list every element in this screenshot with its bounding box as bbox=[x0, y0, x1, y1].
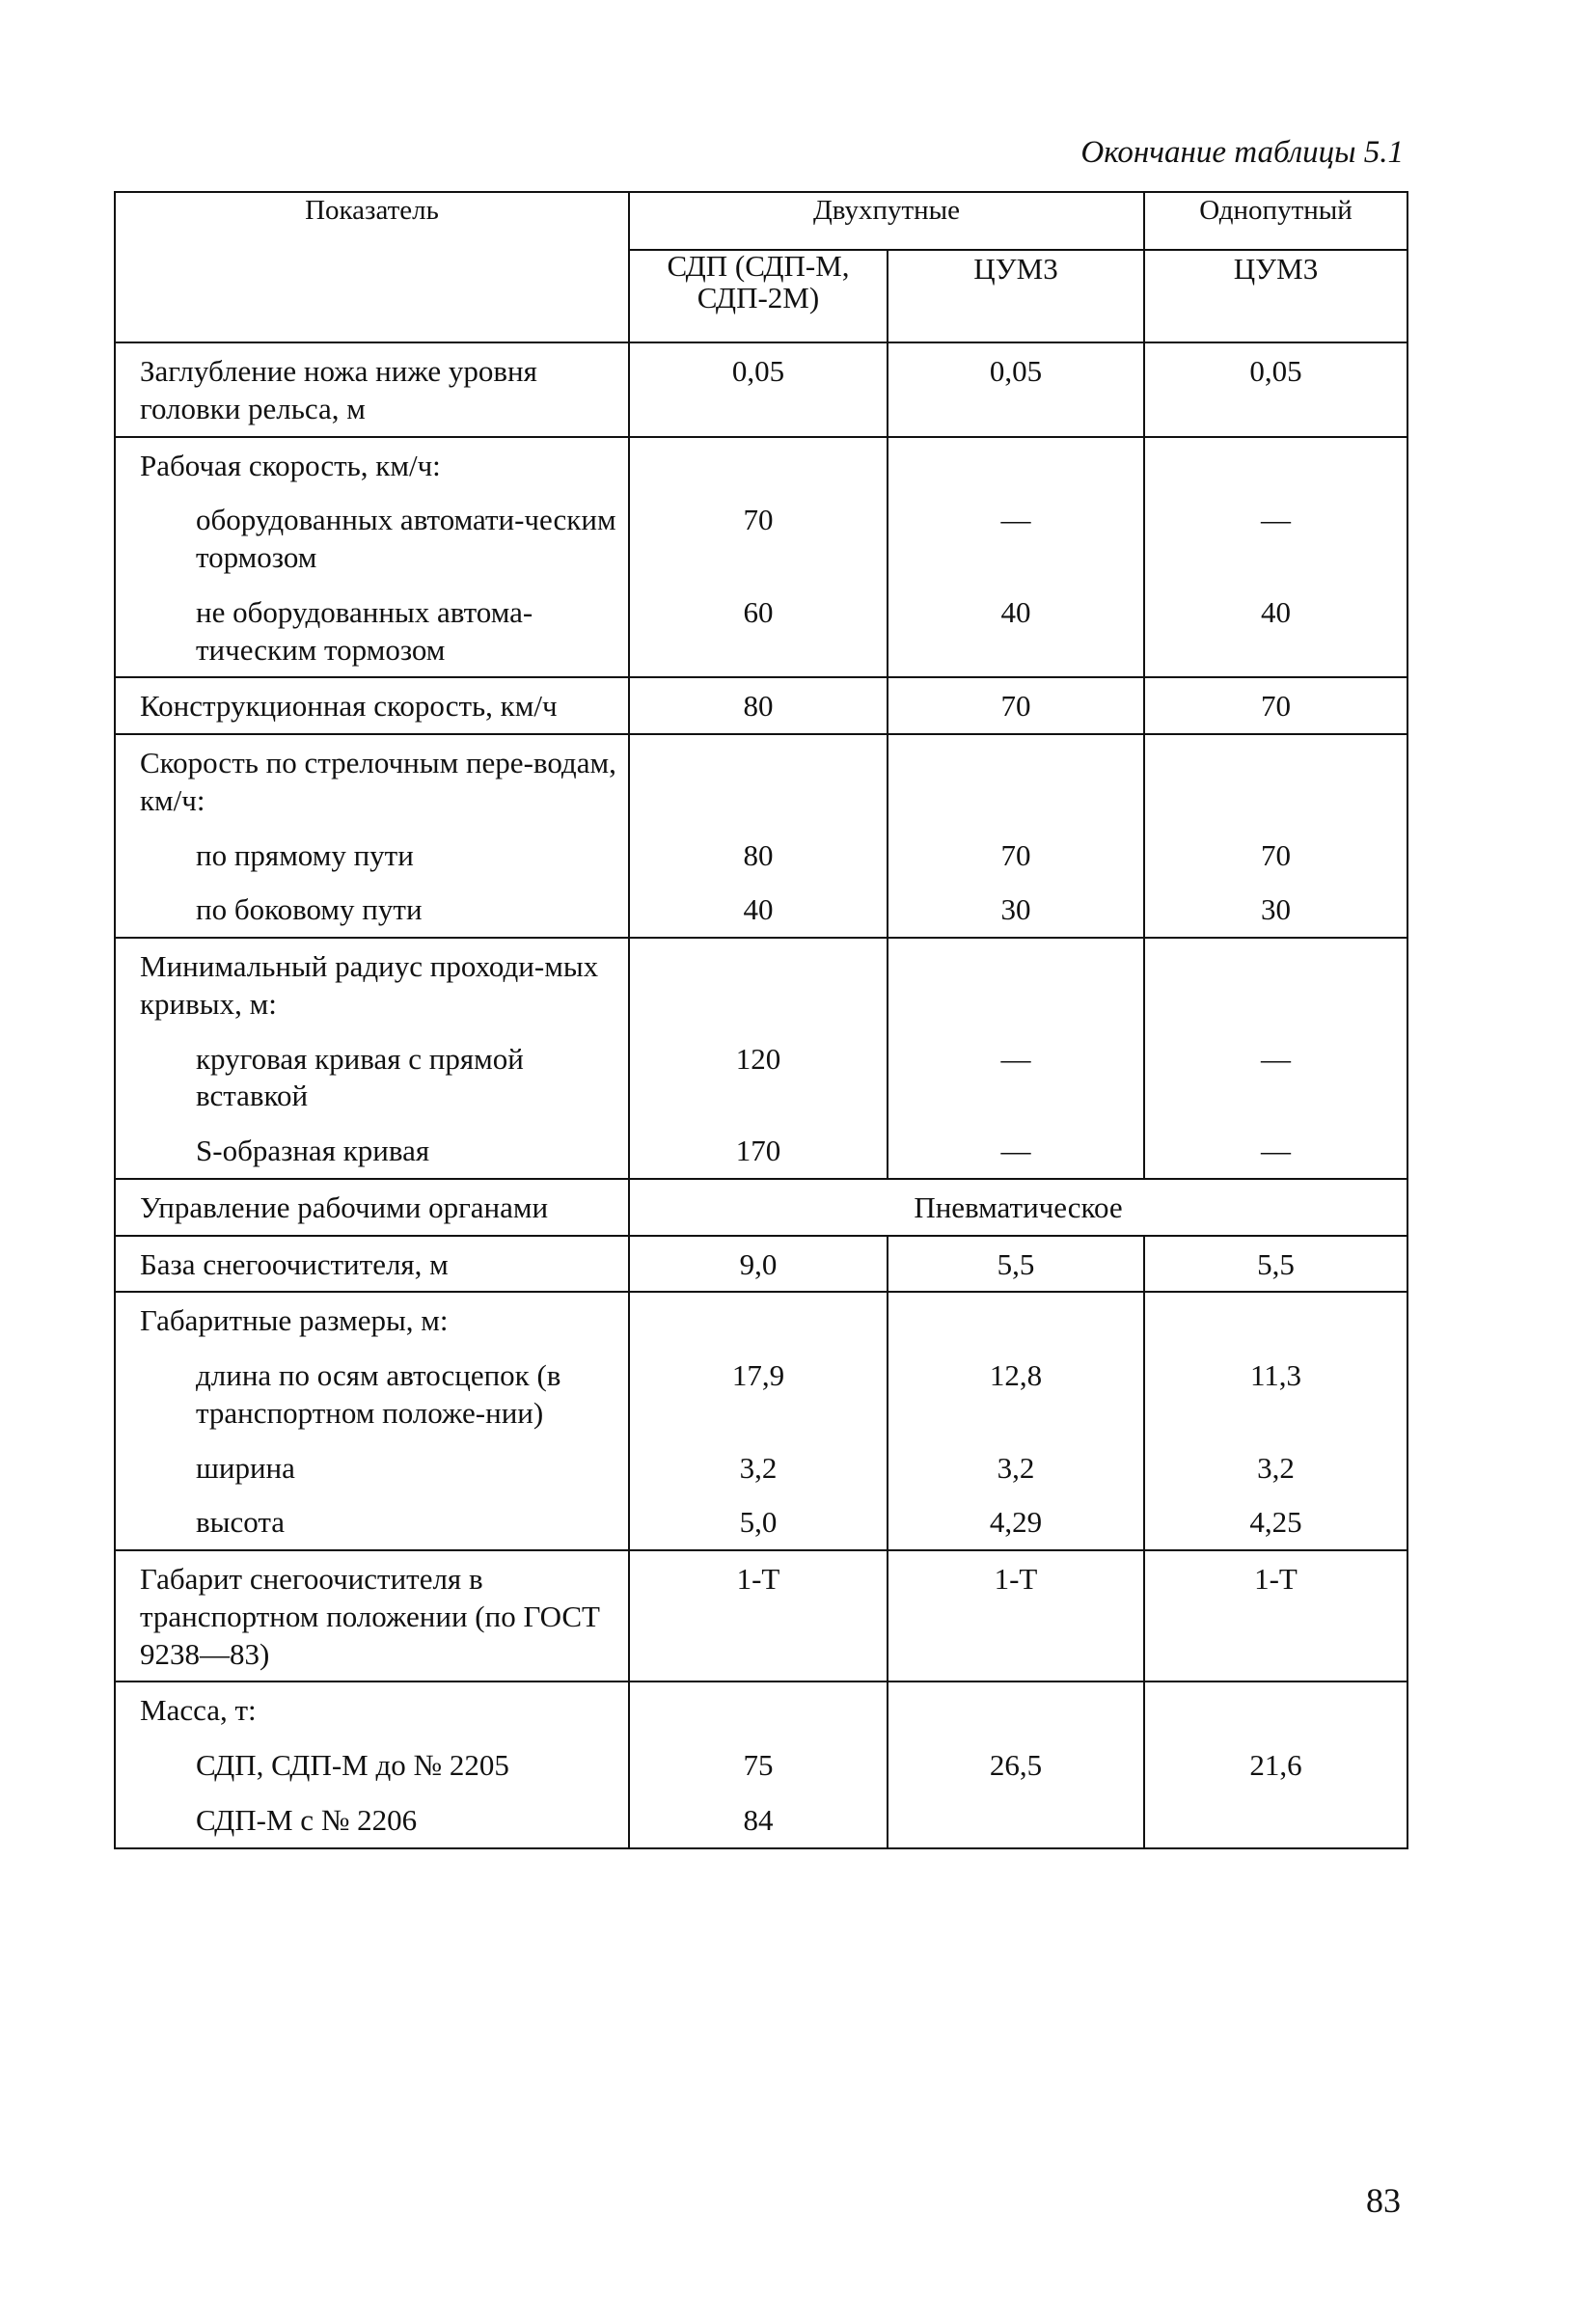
row-value: 70 bbox=[1000, 837, 1031, 872]
row-sublabel: СДП, СДП-М до № 2205 bbox=[196, 1748, 509, 1782]
row-label: Габаритные размеры, м: bbox=[140, 1303, 449, 1338]
row-sublabel: оборудованных автомати-ческим тормозом bbox=[196, 503, 616, 574]
row-value bbox=[888, 735, 1143, 828]
row-value: 3,2 bbox=[739, 1450, 778, 1485]
row-value: — bbox=[1000, 503, 1031, 537]
row-label-cell bbox=[115, 1236, 629, 1293]
value-cell-v3 bbox=[1144, 437, 1407, 678]
row-sublabel: высота bbox=[196, 1505, 286, 1540]
row-value: — bbox=[1261, 1041, 1291, 1076]
row-value: 30 bbox=[1000, 892, 1031, 927]
row-value: 40 bbox=[743, 892, 774, 927]
row-value bbox=[888, 1792, 1143, 1847]
row-value: 3,2 bbox=[997, 1450, 1035, 1485]
row-value: 70 bbox=[1000, 689, 1031, 724]
row-value: 9,0 bbox=[739, 1246, 778, 1281]
row-value: 75 bbox=[743, 1748, 774, 1782]
value-cell-v3 bbox=[1144, 1681, 1407, 1847]
row-value bbox=[630, 1682, 887, 1737]
value-cell-v1 bbox=[629, 734, 888, 938]
row-value bbox=[1145, 438, 1407, 493]
value-cell-v1 bbox=[629, 342, 888, 437]
row-value bbox=[1145, 1682, 1407, 1737]
row-value: 80 bbox=[743, 689, 774, 724]
row-label: База снегоочистителя, м bbox=[140, 1246, 449, 1281]
row-value: 84 bbox=[743, 1802, 774, 1837]
row-value: 1-Т bbox=[994, 1562, 1038, 1596]
row-value bbox=[630, 438, 887, 493]
value-cell-v1 bbox=[629, 1550, 888, 1681]
row-sublabel: не оборудованных автома-тическим тормозом bbox=[196, 594, 533, 667]
table-row bbox=[115, 1292, 1407, 1550]
row-value bbox=[888, 1293, 1143, 1348]
row-label-cell bbox=[115, 734, 629, 938]
value-cell-v2 bbox=[888, 437, 1144, 678]
table-row bbox=[115, 1236, 1407, 1293]
row-label-cell bbox=[115, 437, 629, 678]
row-label-cell bbox=[115, 342, 629, 437]
row-value: 30 bbox=[1261, 892, 1291, 927]
row-value: 5,0 bbox=[739, 1505, 778, 1540]
row-value: 17,9 bbox=[731, 1358, 785, 1392]
row-value: 4,25 bbox=[1249, 1505, 1302, 1540]
value-cell-v2 bbox=[888, 342, 1144, 437]
spec-table bbox=[114, 191, 1408, 1849]
row-label: Масса, т: bbox=[140, 1693, 257, 1728]
value-cell-v3 bbox=[1144, 1236, 1407, 1293]
row-sublabel: ширина bbox=[196, 1450, 295, 1485]
row-value: — bbox=[1261, 1134, 1291, 1167]
table-row bbox=[115, 677, 1407, 734]
row-value bbox=[888, 1682, 1143, 1737]
header-row-top bbox=[115, 192, 1407, 250]
row-label: Рабочая скорость, км/ч: bbox=[140, 448, 441, 482]
row-value: 120 bbox=[735, 1041, 781, 1076]
row-sublabel: по боковому пути bbox=[196, 892, 423, 927]
row-value: 70 bbox=[1261, 837, 1291, 872]
row-label: Управление рабочими органами bbox=[140, 1189, 549, 1224]
row-sublabel: СДП-М с № 2206 bbox=[196, 1802, 418, 1837]
row-value: 1-Т bbox=[1254, 1562, 1298, 1596]
row-value bbox=[630, 735, 887, 828]
value-cell-v1 bbox=[629, 938, 888, 1179]
header-col-cum3-double: ЦУМ3 bbox=[888, 250, 1144, 342]
row-value: — bbox=[1000, 1041, 1031, 1076]
header-double-track: Двухпутные bbox=[629, 192, 1144, 250]
table-row bbox=[115, 938, 1407, 1179]
row-value: 40 bbox=[1000, 594, 1031, 629]
row-value: 5,5 bbox=[997, 1246, 1035, 1281]
row-sublabel: длина по осям автосцепок (в транспортном положе-нии) bbox=[196, 1358, 561, 1430]
row-value: 4,29 bbox=[989, 1505, 1043, 1540]
table-caption: Окончание таблицы 5.1 bbox=[1080, 135, 1404, 170]
row-label: Заглубление ножа ниже уровня головки рельса, м bbox=[140, 354, 537, 425]
merged-value-cell bbox=[629, 1179, 1407, 1236]
header-col-sdp: СДП (СДП-М, СДП-2М) bbox=[629, 250, 888, 342]
row-value: 40 bbox=[1261, 594, 1291, 629]
row-value: 170 bbox=[735, 1134, 781, 1167]
row-value: 21,6 bbox=[1249, 1748, 1302, 1782]
row-label-cell bbox=[115, 1681, 629, 1847]
value-cell-v3 bbox=[1144, 1292, 1407, 1550]
row-value bbox=[1145, 1792, 1407, 1847]
row-label: Габарит снегоочистителя в транспортном положении (по ГОСТ 9238—83) bbox=[140, 1562, 600, 1671]
table-row-merged bbox=[115, 1179, 1407, 1236]
table-row bbox=[115, 1681, 1407, 1847]
header-single-track: Однопутный bbox=[1144, 192, 1407, 250]
row-sublabel: S-образная кривая bbox=[196, 1134, 430, 1167]
row-value: — bbox=[1000, 1134, 1031, 1167]
header-indicator: Показатель bbox=[115, 192, 629, 342]
row-label-cell bbox=[115, 1292, 629, 1550]
row-label-cell bbox=[115, 677, 629, 734]
row-label-cell bbox=[115, 1179, 629, 1236]
row-value: 0,05 bbox=[1249, 354, 1302, 388]
value-cell-v3 bbox=[1144, 938, 1407, 1179]
row-value: 70 bbox=[743, 503, 774, 537]
value-cell-v2 bbox=[888, 1550, 1144, 1681]
row-label-cell bbox=[115, 1550, 629, 1681]
value-cell-v3 bbox=[1144, 677, 1407, 734]
row-sublabel: по прямому пути bbox=[196, 837, 414, 872]
value-cell-v1 bbox=[629, 1681, 888, 1847]
row-value bbox=[888, 939, 1143, 1031]
row-value: 3,2 bbox=[1257, 1450, 1295, 1485]
table-row bbox=[115, 342, 1407, 437]
row-value bbox=[1145, 735, 1407, 828]
value-cell-v2 bbox=[888, 1236, 1144, 1293]
page-number: 83 bbox=[1366, 2181, 1401, 2220]
row-sublabel: круговая кривая с прямой вставкой bbox=[196, 1041, 524, 1113]
value-cell-v2 bbox=[888, 938, 1144, 1179]
row-value bbox=[630, 1293, 887, 1348]
row-value: 60 bbox=[743, 594, 774, 629]
table-row bbox=[115, 1550, 1407, 1681]
row-value bbox=[888, 438, 1143, 493]
table-row bbox=[115, 734, 1407, 938]
row-label: Скорость по стрелочным пере-водам, км/ч: bbox=[140, 746, 616, 817]
merged-value: Пневматическое bbox=[914, 1189, 1123, 1224]
value-cell-v3 bbox=[1144, 1550, 1407, 1681]
row-value: 11,3 bbox=[1249, 1358, 1302, 1392]
row-value: 1-Т bbox=[736, 1562, 780, 1596]
value-cell-v2 bbox=[888, 1681, 1144, 1847]
row-value: 12,8 bbox=[989, 1358, 1043, 1392]
row-value: 80 bbox=[743, 837, 774, 872]
value-cell-v3 bbox=[1144, 342, 1407, 437]
value-cell-v2 bbox=[888, 1292, 1144, 1550]
row-value: — bbox=[1261, 503, 1291, 537]
value-cell-v1 bbox=[629, 437, 888, 678]
row-value bbox=[630, 939, 887, 1031]
row-value bbox=[1145, 1293, 1407, 1348]
row-label: Минимальный радиус проходи-мых кривых, м: bbox=[140, 949, 599, 1021]
value-cell-v1 bbox=[629, 1236, 888, 1293]
row-label-cell bbox=[115, 938, 629, 1179]
value-cell-v1 bbox=[629, 1292, 888, 1550]
row-value bbox=[1145, 939, 1407, 1031]
value-cell-v2 bbox=[888, 734, 1144, 938]
row-value: 5,5 bbox=[1257, 1246, 1295, 1281]
row-value: 0,05 bbox=[989, 354, 1043, 388]
value-cell-v1 bbox=[629, 677, 888, 734]
row-value: 70 bbox=[1261, 689, 1291, 724]
value-cell-v3 bbox=[1144, 734, 1407, 938]
row-value: 0,05 bbox=[731, 354, 785, 388]
value-cell-v2 bbox=[888, 677, 1144, 734]
header-col-cum3-single: ЦУМ3 bbox=[1144, 250, 1407, 342]
row-label: Конструкционная скорость, км/ч bbox=[140, 689, 558, 724]
table-row bbox=[115, 437, 1407, 678]
row-value: 26,5 bbox=[989, 1748, 1043, 1782]
